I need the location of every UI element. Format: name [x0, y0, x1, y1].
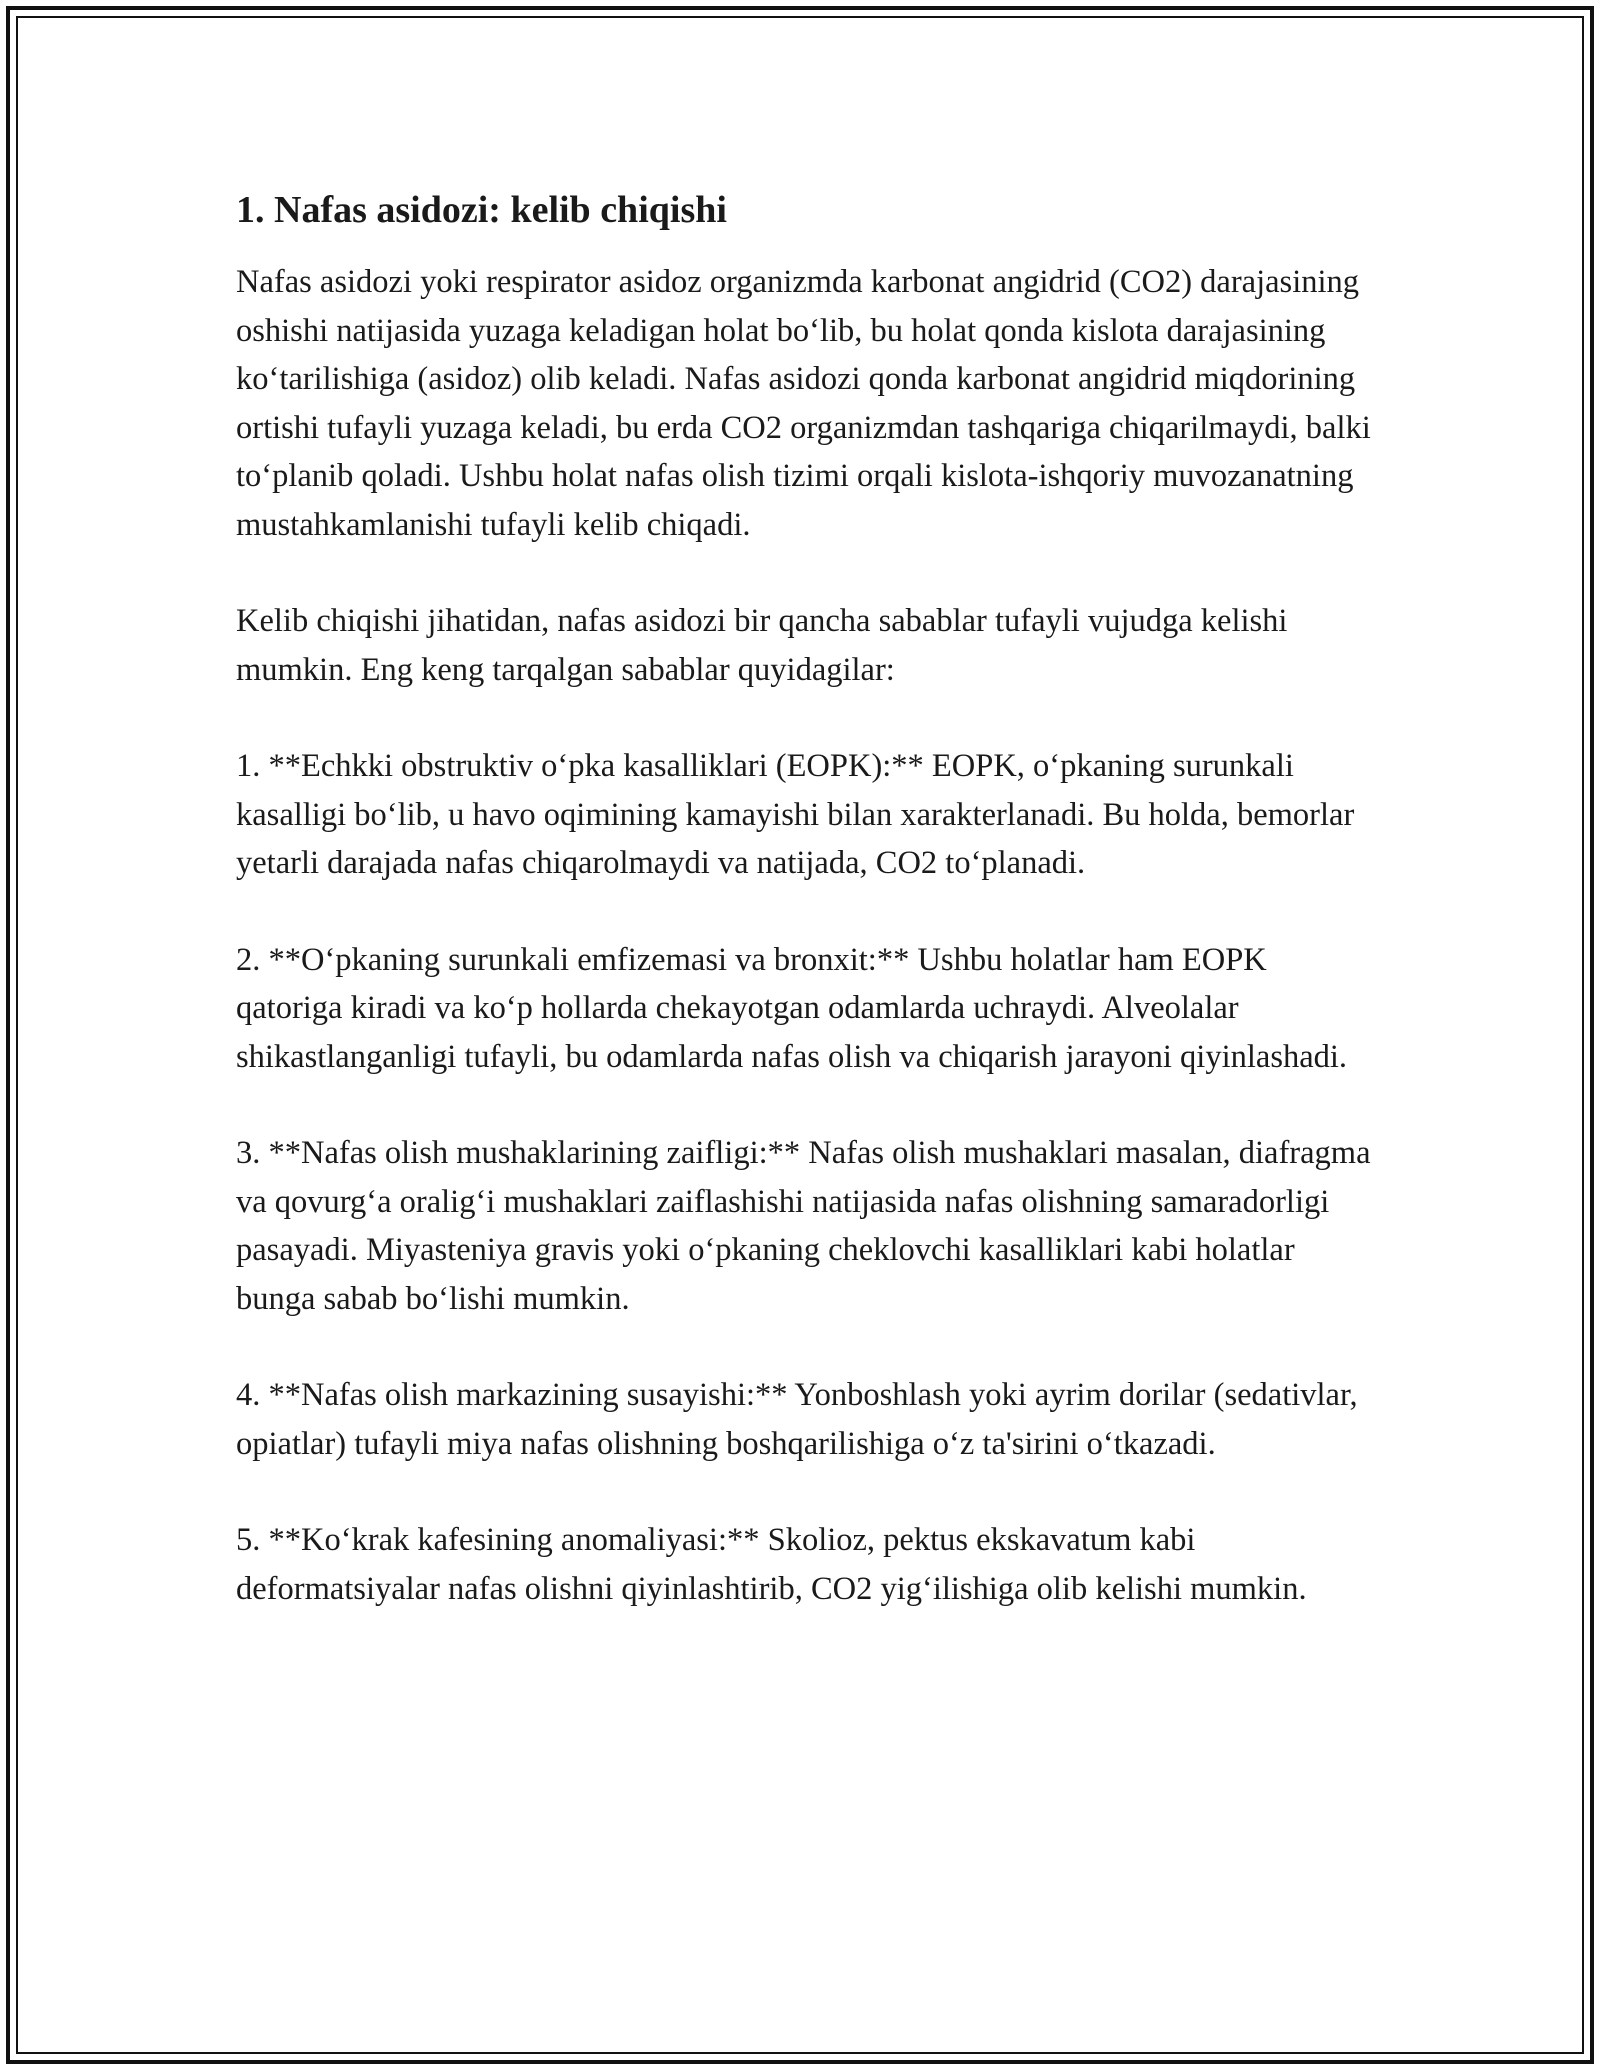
causes-intro-paragraph: Kelib chiqishi jihatidan, nafas asidozi bir qancha sabablar tufayli vujudga kelishi mumkin. Eng keng tarqalgan sabablar quyidagilar: [236, 603, 1288, 688]
cause-item-3: 3. **Nafas olish mushaklarining zaifligi:** Nafas olish mushaklari masalan, diafragma va qovurg‘a oralig‘i mushaklari zaiflashishi natijasida nafas olishning samaradorligi pasayadi. Miyasteniya gravis yoki o‘pkaning cheklovchi kasalliklari kabi holatlar bunga sabab bo‘lishi mumkin. [236, 1135, 1371, 1317]
cause-item-1: 1. **Echkki obstruktiv o‘pka kasalliklari (EOPK):** EOPK, o‘pkaning surunkali kasalligi bo‘lib, u havo oqimining kamayishi bilan xarakterlanadi. Bu holda, bemorlar yetarli darajada nafas chiqarolmaydi va natijada, CO2 to‘planadi. [236, 748, 1355, 881]
document-body [236, 186, 1376, 1661]
intro-paragraph: Nafas asidozi yoki respirator asidoz organizmda karbonat angidrid (CO2) darajasining oshishi natijasida yuzaga keladigan holat bo‘lib, bu holat qonda kislota darajasining ko‘tarilishiga (asidoz) olib keladi. Nafas asidozi qonda karbonat angidrid miqdorining ortishi tufayli yuzaga keladi, bu erda CO2 organizmdan tashqariga chiqarilmaydi, balki to‘planib qoladi. Ushbu holat nafas olish tizimi orqali kislota-ishqoriy muvozanatning mustahkamlanishi tufayli kelib chiqadi. [236, 264, 1371, 543]
cause-item-4: 4. **Nafas olish markazining susayishi:** Yonboshlash yoki ayrim dorilar (sedativlar, opiatlar) tufayli miya nafas olishning boshqarilishiga o‘z ta'sirini o‘tkazadi. [236, 1377, 1358, 1462]
cause-item-2: 2. **O‘pkaning surunkali emfizemasi va bronxit:** Ushbu holatlar ham EOPK qatoriga kiradi va ko‘p hollarda chekayotgan odamlarda uchraydi. Alveolalar shikastlanganligi tufayli, bu odamlarda nafas olish va chiqarish jarayoni qiyinlashadi. [236, 941, 1348, 1075]
section-heading: 1. Nafas asidozi: kelib chiqishi [236, 189, 727, 231]
cause-item-5: 5. **Ko‘krak kafesining anomaliyasi:** Skolioz, pektus ekskavatum kabi deformatsiyalar nafas olishni qiyinlashtirib, CO2 yig‘ilishiga olib kelishi mumkin. [236, 1522, 1307, 1607]
